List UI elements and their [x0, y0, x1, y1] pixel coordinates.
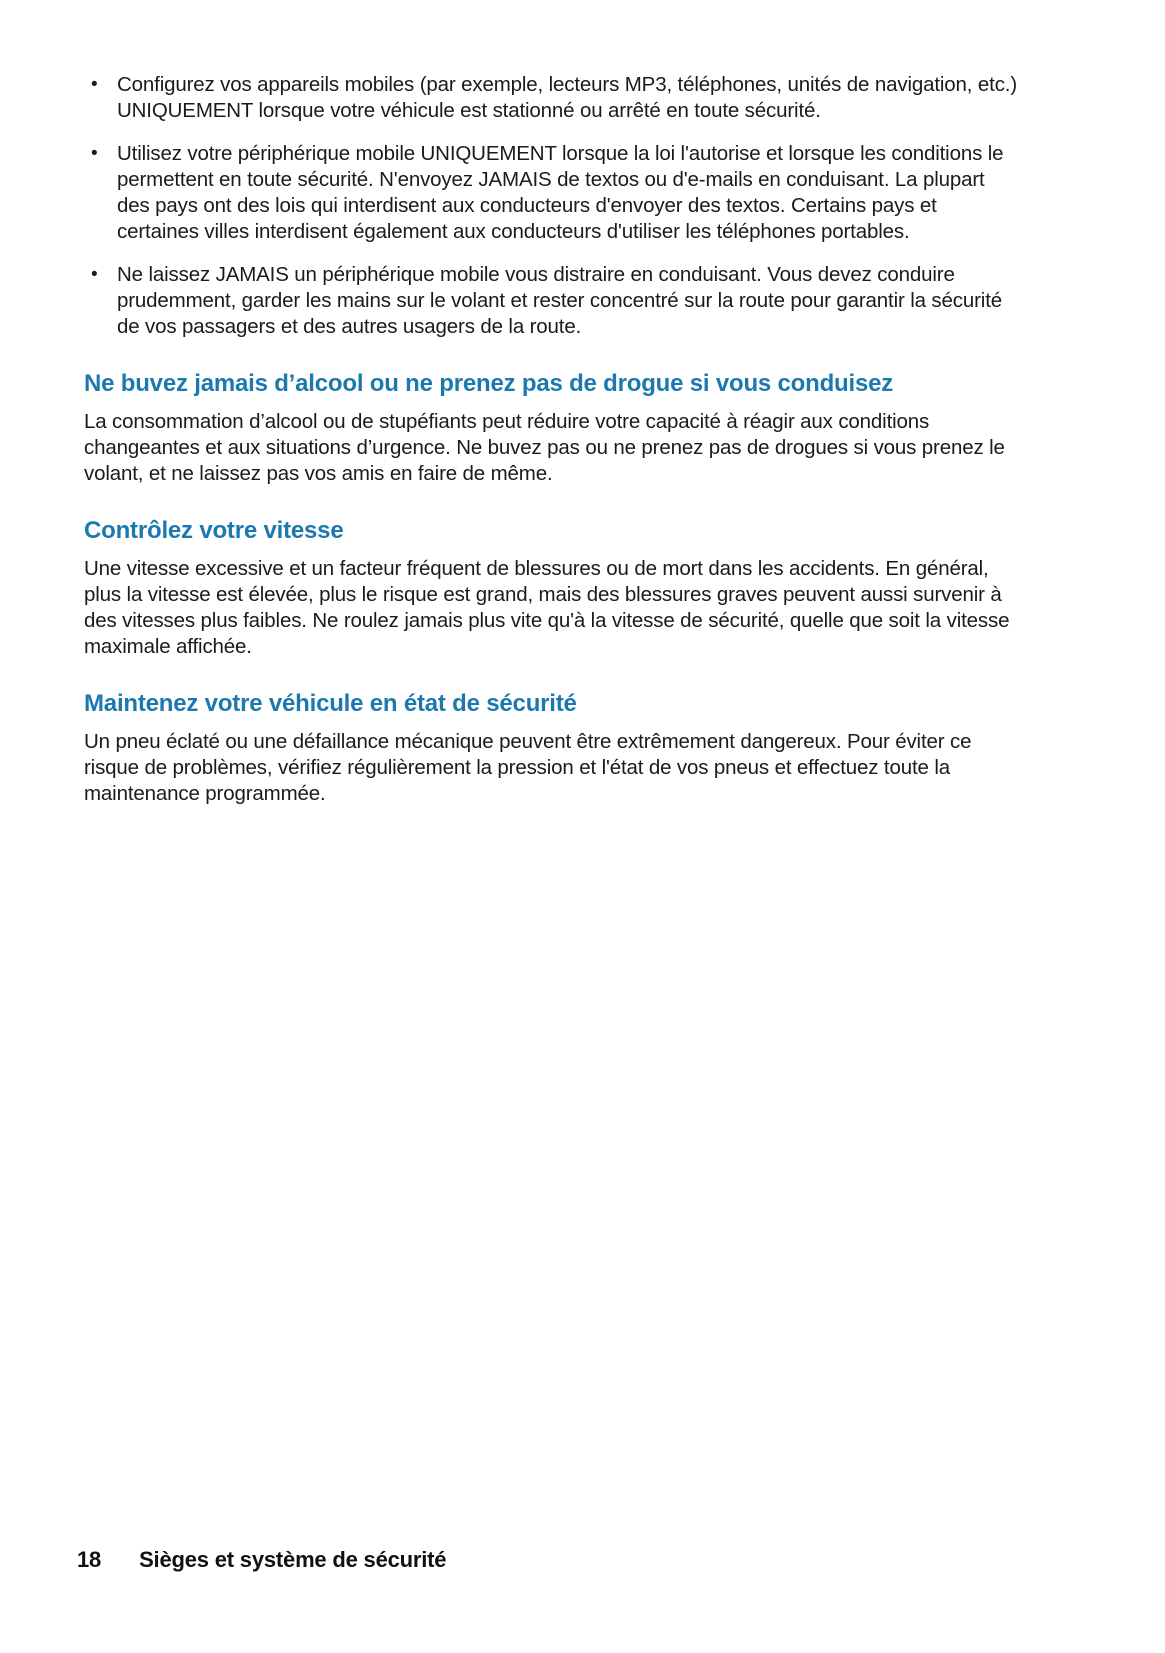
page-number: 18	[77, 1547, 102, 1572]
list-item	[84, 72, 1019, 124]
section-body: Une vitesse excessive et un facteur fréquent de blessures ou de mort dans les accidents. En général, plus la vitesse est élevée, plus le risque est grand, mais des blessures graves peuvent aussi survenir à des vitesses plus faibles. Ne roulez jamais plus vite qu'à la vitesse de sécurité, quelle que soit la vitesse maximale affichée.	[84, 557, 1010, 658]
section-heading: Contrôlez votre vitesse	[84, 517, 344, 544]
list-item	[84, 141, 1019, 245]
section-body: La consommation d’alcool ou de stupéfiants peut réduire votre capacité à réagir aux conditions changeantes et aux situations d’urgence. Ne buvez pas ou ne prenez pas de drogues si vous prenez le volant, et ne laissez pas vos amis en faire de même.	[84, 410, 1005, 485]
page-footer	[77, 1547, 446, 1573]
section-heading: Maintenez votre véhicule en état de sécurité	[84, 690, 577, 717]
section-vehicle-safety	[84, 690, 1019, 807]
bullet-icon: •	[91, 143, 98, 164]
section-heading: Ne buvez jamais d’alcool ou ne prenez pas de drogue si vous conduisez	[84, 370, 894, 397]
bullet-list	[84, 72, 1019, 340]
section-no-alcohol-drugs	[84, 370, 1019, 487]
bullet-text: Ne laissez JAMAIS un périphérique mobile vous distraire en conduisant. Vous devez conduire prudemment, garder les mains sur le volant et rester concentré sur la route pour garantir la sécurité de vos passagers et des autres usagers de la route.	[117, 263, 1002, 338]
section-control-speed	[84, 517, 1019, 660]
list-item	[84, 262, 1019, 340]
bullet-icon: •	[91, 264, 98, 285]
chapter-title: Sièges et système de sécurité	[139, 1547, 447, 1572]
bullet-text: Utilisez votre périphérique mobile UNIQUEMENT lorsque la loi l'autorise et lorsque les conditions le permettent en toute sécurité. N'envoyez JAMAIS de textos ou d'e-mails en conduisant. La plupart des pays ont des lois qui interdisent aux conducteurs d'envoyer des textos. Certains pays et certaines villes interdisent également aux conducteurs d'utiliser les téléphones portables.	[117, 142, 1004, 243]
bullet-text: Configurez vos appareils mobiles (par exemple, lecteurs MP3, téléphones, unités de navigation, etc.) UNIQUEMENT lorsque votre véhicule est stationné ou arrêté en toute sécurité.	[117, 73, 1018, 122]
section-body: Un pneu éclaté ou une défaillance mécanique peuvent être extrêmement dangereux. Pour éviter ce risque de problèmes, vérifiez régulièrement la pression et l'état de vos pneus et effectuez toute la maintenance programmée.	[84, 730, 972, 805]
bullet-icon: •	[91, 74, 98, 95]
